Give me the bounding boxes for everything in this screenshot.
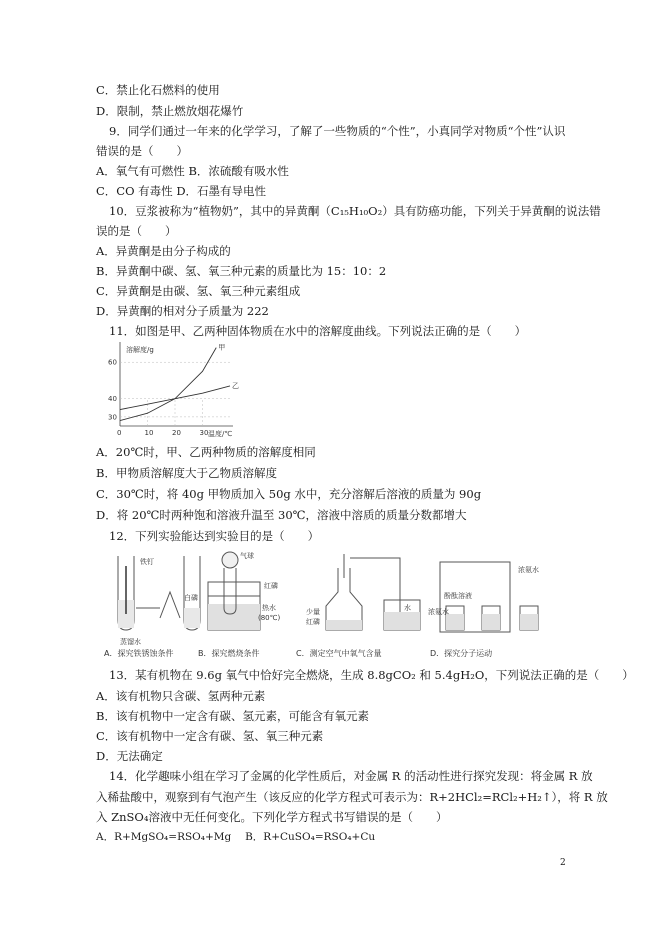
q10-stem-cont: 误的是（ ）: [96, 224, 177, 238]
series-line-yi: [120, 386, 230, 410]
q11-option-b: B．甲物质溶解度大于乙物质溶解度: [96, 466, 277, 480]
label-iron-nail: 铁钉: [140, 558, 154, 566]
label-small-amount: 少量: [306, 608, 320, 616]
experiment-a-illustration: [118, 556, 200, 630]
label-red-phosphorus: 红磷: [264, 582, 278, 590]
label-red-phosphorus-c: 红磷: [306, 618, 320, 626]
q14-stem-cont-1: 入稀盐酸中，观察到有气泡产生（该反应的化学方程式可表示为：R+2HCl₂=RCl₂+H₂↑），将 R 放: [96, 790, 608, 804]
q14-stem: 14．化学趣味小组在学习了金属的化学性质后，对金属 R 的活动性进行探究发现：将金属 R 放: [109, 769, 593, 783]
label-80c: (80℃): [258, 614, 281, 622]
x-tick-label: 20: [172, 429, 181, 437]
q11-option-c: C．30℃时，将 40g 甲物质加入 50g 水中，充分溶解后溶液的质量为 90g: [96, 487, 482, 501]
q9-stem: 9．同学们通过一年来的化学学习，了解了一些物质的“个性”，小真同学对物质“个性”认识: [109, 124, 566, 138]
q8-option-d: D．限制，禁止燃放烟花爆竹: [96, 104, 244, 118]
experiment-c-illustration: [326, 554, 420, 630]
q13-option-a: A．该有机物只含碳、氢两种元素: [96, 689, 266, 703]
q11-option-d: D．将 20℃时两种饱和溶液升温至 30℃，溶液中溶质的质量分数都增大: [96, 508, 467, 522]
q9-option-ab: A．氧气有可燃性 B．浓硫酸有吸水性: [96, 164, 289, 178]
caption-c: C．测定空气中氧气含量: [296, 649, 382, 658]
y-tick-label: 60: [108, 358, 117, 367]
label-water: 水: [404, 604, 411, 612]
q13-option-b: B．该有机物中一定含有碳、氢元素，可能含有氧元素: [96, 709, 369, 723]
q10-stem: 10．豆浆被称为“植物奶”，其中的异黄酮（C₁₅H₁₀O₂）具有防癌功能，下列关于异黄酮的说法错: [109, 204, 601, 218]
caption-d: D．探究分子运动: [430, 649, 493, 658]
q10-option-a: A．异黄酮是由分子构成的: [96, 244, 231, 258]
q11-option-a: A．20℃时，甲、乙两种物质的溶解度相同: [96, 445, 316, 459]
y-tick-label: 40: [108, 395, 117, 404]
solubility-chart: [108, 338, 238, 438]
y-tick-label: 30: [108, 413, 117, 422]
q14-stem-cont-2: 入 ZnSO₄溶液中无任何变化。下列化学方程式书写错误的是（ ）: [96, 810, 448, 824]
label-phenolphthalein: 酚酞溶液: [444, 592, 472, 600]
q13-option-c: C．该有机物中一定含有碳、氢、氧三种元素: [96, 729, 324, 743]
experiment-b-illustration: [208, 552, 260, 630]
y-axis-label: 溶解度/g: [126, 346, 154, 354]
label-balloon: 气球: [240, 552, 254, 560]
q13-stem: 13．某有机物在 9.6g 氧气中恰好完全燃烧，生成 8.8gCO₂ 和 5.4gH₂O，下列说法正确的是（ ）: [109, 668, 634, 682]
q11-stem: 11．如图是甲、乙两种固体物质在水中的溶解度曲线。下列说法正确的是（ ）: [109, 324, 527, 338]
label-white-phosphorus: 白磷: [184, 594, 198, 602]
page-number: 2: [560, 858, 566, 868]
series-label: 乙: [232, 381, 239, 390]
q9-option-cd: C．CO 有毒性 D．石墨有导电性: [96, 184, 267, 198]
q10-option-d: D．异黄酮的相对分子质量为 222: [96, 304, 269, 318]
q14-option-ab: A．R+MgSO₄=RSO₄+Mg B．R+CuSO₄=RSO₄+Cu: [96, 831, 376, 843]
q13-option-d: D．无法确定: [96, 749, 163, 763]
x-tick-label: 0: [117, 429, 122, 437]
q9-stem-cont: 错误的是（ ）: [96, 144, 188, 158]
label-ammonia-1: 浓氨水: [428, 608, 449, 616]
q10-option-b: B．异黄酮中碳、氢、氧三种元素的质量比为 15：10：2: [96, 264, 387, 278]
x-tick-label: 30: [199, 429, 209, 437]
x-tick-label: 10: [144, 429, 154, 437]
label-distilled-water: 蒸馏水: [120, 638, 141, 646]
series-label: 甲: [218, 343, 226, 352]
q12-experiments-figure: [100, 548, 560, 660]
q12-stem: 12．下列实验能达到实验目的是（ ）: [109, 529, 320, 543]
q8-option-c: C．禁止化石燃料的使用: [96, 83, 220, 97]
caption-a: A．探究铁锈蚀条件: [104, 649, 174, 658]
label-hot-water: 热水: [262, 604, 276, 612]
caption-b: B．探究燃烧条件: [198, 649, 260, 658]
x-axis-label: 温度/℃: [208, 430, 233, 438]
series-line-jia: [120, 348, 216, 421]
label-ammonia-2: 浓氨水: [518, 566, 539, 574]
q10-option-c: C．异黄酮是由碳、氢、氧三种元素组成: [96, 284, 301, 298]
